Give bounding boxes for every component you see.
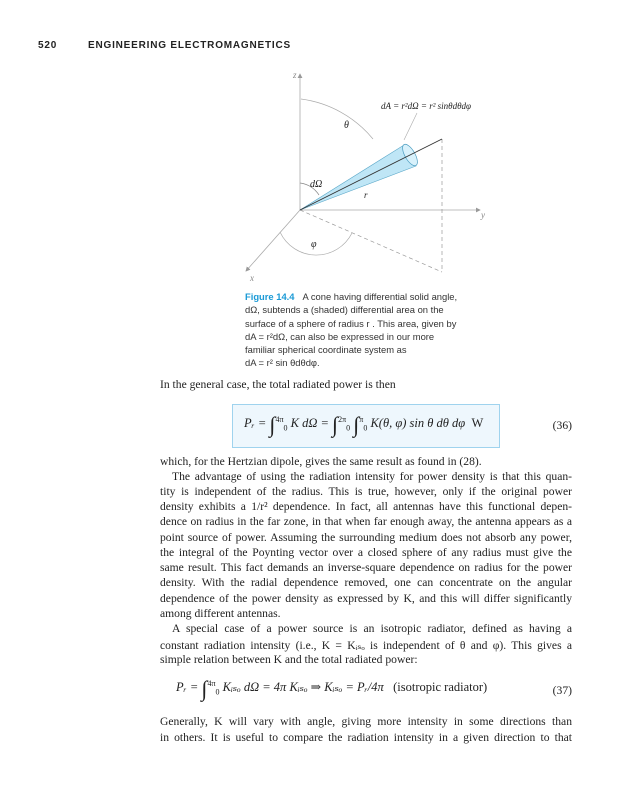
eq-mid: K dΩ = [290, 416, 329, 430]
eq-unit: W [471, 416, 484, 430]
page-number: 520 [38, 40, 58, 51]
projection-line [300, 210, 442, 272]
text-line: the integral of the Poynting vector over a closed sphere of any radius must give the [160, 546, 572, 559]
text-line: among different antennas. [160, 607, 281, 620]
text-line: tity is independent of the radius. This is true, however, only if the original power [160, 485, 572, 498]
caption-line: dA = r²dΩ, can also be expressed in our more [245, 330, 435, 342]
da-label: dA = r²dΩ = r² sinθdθdφ [381, 101, 471, 111]
text-line: simple relation between K and the total radiated power: [160, 653, 418, 666]
phi-label: φ [311, 239, 317, 250]
figure-label: Figure 14.4 [245, 291, 295, 302]
eq-rhs: K(θ, φ) sin θ dθ dφ [370, 416, 466, 430]
int-upper: π [359, 414, 364, 424]
radius-line [300, 139, 442, 210]
equation-36-number: (36) [552, 419, 572, 432]
theta-arc [301, 99, 373, 139]
x-axis [246, 210, 300, 271]
int-upper: 4π [275, 414, 284, 424]
figure-caption [245, 290, 505, 370]
caption-line: dA = r² sin θdθdφ. [245, 357, 320, 369]
text-line: which, for the Hertzian dipole, gives the same result as found in (28). [160, 455, 482, 468]
text-line: A special case of a power source is an isotropic radiator, defined as having a [172, 622, 572, 635]
text-line: density. With the radial dependence removed, one can concentrate on the angular [160, 576, 572, 589]
text-line: Generally, K will vary with angle, giving more intensity in some directions than [160, 715, 572, 728]
eq-rhs: Kᵢₛₒ dΩ = 4π Kᵢₛₒ ⇒ Kᵢₛₒ = Pᵣ/4π [222, 680, 384, 694]
r-label: r [364, 190, 368, 200]
text-line: in others. It is useful to compare the radiation intensity in a given direction to that [160, 731, 572, 744]
running-title: ENGINEERING ELECTROMAGNETICS [88, 40, 291, 51]
text-line: density exhibits a 1/r² dependence. In fact, all antennas have this functional depen- [160, 500, 572, 513]
caption-line: A cone having differential solid angle, [302, 291, 458, 302]
text-line: same result. This fact demands an inverse-square dependence on radius for the power [160, 561, 572, 574]
cone [300, 145, 416, 210]
cone-figure [230, 60, 510, 285]
text-line: point source of power. Assuming the surrounding medium does not absorb any power, [160, 531, 572, 544]
int-upper: 4π [207, 678, 216, 688]
equation-37: Pᵣ = ∫$^{4\pi}_0$ Kᵢₛₒ dΩ = 4π Kᵢₛₒ ⇒ Kᵢₛₒ = Pᵣ/4π (isotropic radiator) [176, 676, 488, 701]
z-label: z [293, 70, 297, 80]
domega-label: dΩ [310, 179, 323, 190]
intro-line: In the general case, the total radiated power is then [160, 378, 396, 391]
text-line: The advantage of using the radiation intensity for power density is that this quan- [172, 470, 572, 483]
equation-36: Pᵣ = ∫$^{4\pi}_0$ K dΩ = ∫$^{2\pi}_0$ ∫$^\pi_0$ K(θ, φ) sin θ dθ dφ W [244, 412, 484, 437]
y-label: y [481, 210, 485, 220]
x-label: x [250, 273, 254, 283]
eq-lhs: Pᵣ = [244, 416, 267, 430]
int-lower: 0 [283, 423, 288, 433]
caption-line: familiar spherical coordinate system as [245, 344, 407, 356]
int-lower: 0 [215, 687, 220, 697]
caption-line: surface of a sphere of radius r . This area, given by [245, 317, 457, 329]
text-line: dependence of the power density as expressed by K, and this will differ significantly [160, 592, 572, 605]
leader-line [404, 113, 417, 140]
int-upper: 2π [338, 414, 347, 424]
text-line: constant radiation intensity (i.e., K = Kᵢₛₒ is independent of θ and φ). This gives a [160, 639, 572, 652]
caption-line: dΩ, subtends a (shaded) differential area on the [245, 304, 444, 316]
eq-lhs: Pᵣ = [176, 680, 199, 694]
text-line: dence on radius in the far zone, in that when far enough away, the antenna appears as a [160, 515, 572, 528]
equation-37-number: (37) [552, 684, 572, 697]
theta-label: θ [344, 120, 349, 131]
eq-note: (isotropic radiator) [393, 680, 488, 694]
int-lower: 0 [346, 423, 351, 433]
int-lower: 0 [363, 423, 368, 433]
